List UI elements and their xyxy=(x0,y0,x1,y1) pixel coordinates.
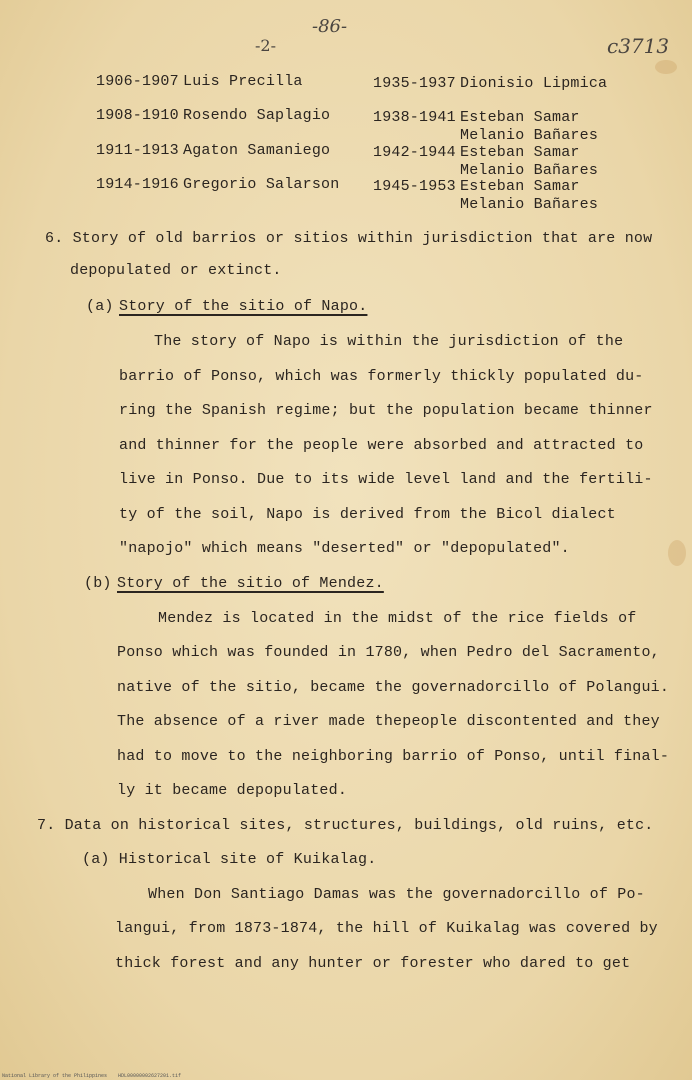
official-name: Melanio Bañares xyxy=(460,162,599,179)
napo-paragraph-line: barrio of Ponso, which was formerly thickly populated du- xyxy=(119,368,644,385)
napo-paragraph-line: live in Ponso. Due to its wide level land and the fertili- xyxy=(119,471,653,488)
official-name: Agaton Samaniego xyxy=(183,142,331,159)
archive-code: c3713 xyxy=(607,34,670,58)
subsection-b-title: Story of the sitio of Mendez. xyxy=(117,575,384,592)
official-years: 1945-1953 xyxy=(373,178,456,195)
official-years: 1911-1913 xyxy=(96,142,179,159)
handwritten-page-number: -86- xyxy=(312,16,348,37)
official-name: Melanio Bañares xyxy=(460,127,599,144)
typed-page-number: -2- xyxy=(255,36,276,55)
section-6-heading: 6. Story of old barrios or sitios within jurisdiction that are now xyxy=(45,230,653,247)
official-years: 1935-1937 xyxy=(373,75,456,92)
kuikalag-paragraph-line: langui, from 1873-1874, the hill of Kuikalag was covered by xyxy=(115,920,658,937)
official-years: 1938-1941 xyxy=(373,109,456,126)
official-years: 1906-1907 xyxy=(96,73,179,90)
subsection-a-title: Story of the sitio of Napo. xyxy=(119,298,368,315)
paper-stain xyxy=(655,60,677,74)
official-years: 1908-1910 xyxy=(96,107,179,124)
section-7-heading: 7. Data on historical sites, structures, buildings, old ruins, etc. xyxy=(37,817,654,834)
footer-filename: HDL00000002627201.tif xyxy=(118,1073,182,1079)
mendez-paragraph-line: Mendez is located in the midst of the rice fields of xyxy=(158,610,637,627)
napo-paragraph-line: The story of Napo is within the jurisdiction of the xyxy=(154,333,624,350)
official-name: Rosendo Saplagio xyxy=(183,107,331,124)
official-name: Esteban Samar xyxy=(460,109,580,126)
official-name: Gregorio Salarson xyxy=(183,176,340,193)
subsection-a-label: (a) xyxy=(86,298,114,315)
napo-paragraph-line: ring the Spanish regime; but the population became thinner xyxy=(119,402,653,419)
official-name: Esteban Samar xyxy=(460,178,580,195)
mendez-paragraph-line: had to move to the neighboring barrio of Ponso, until final- xyxy=(117,748,670,765)
mendez-paragraph-line: ly it became depopulated. xyxy=(117,782,348,799)
napo-paragraph-line: ty of the soil, Napo is derived from the Bicol dialect xyxy=(119,506,616,523)
official-name: Luis Precilla xyxy=(183,73,303,90)
official-years: 1914-1916 xyxy=(96,176,179,193)
section-6-heading-cont: depopulated or extinct. xyxy=(70,262,282,279)
napo-paragraph-line: "napojo" which means "deserted" or "depopulated". xyxy=(119,540,570,557)
official-name: Melanio Bañares xyxy=(460,196,599,213)
mendez-paragraph-line: native of the sitio, became the governadorcillo of Polangui. xyxy=(117,679,670,696)
mendez-paragraph-line: The absence of a river made thepeople discontented and they xyxy=(117,713,660,730)
paper-stain xyxy=(668,540,686,566)
footer-library: National Library of the Philippines xyxy=(2,1073,108,1079)
napo-paragraph-line: and thinner for the people were absorbed and attracted to xyxy=(119,437,644,454)
mendez-paragraph-line: Ponso which was founded in 1780, when Pedro del Sacramento, xyxy=(117,644,660,661)
kuikalag-paragraph-line: When Don Santiago Damas was the governadorcillo of Po- xyxy=(148,886,645,903)
subsection-b-label: (b) xyxy=(84,575,112,592)
kuikalag-paragraph-line: thick forest and any hunter or forester who dared to get xyxy=(115,955,631,972)
official-years: 1942-1944 xyxy=(373,144,456,161)
official-name: Esteban Samar xyxy=(460,144,580,161)
official-name: Dionisio Lipmica xyxy=(460,75,608,92)
subsection-7a-heading: (a) Historical site of Kuikalag. xyxy=(82,851,377,868)
